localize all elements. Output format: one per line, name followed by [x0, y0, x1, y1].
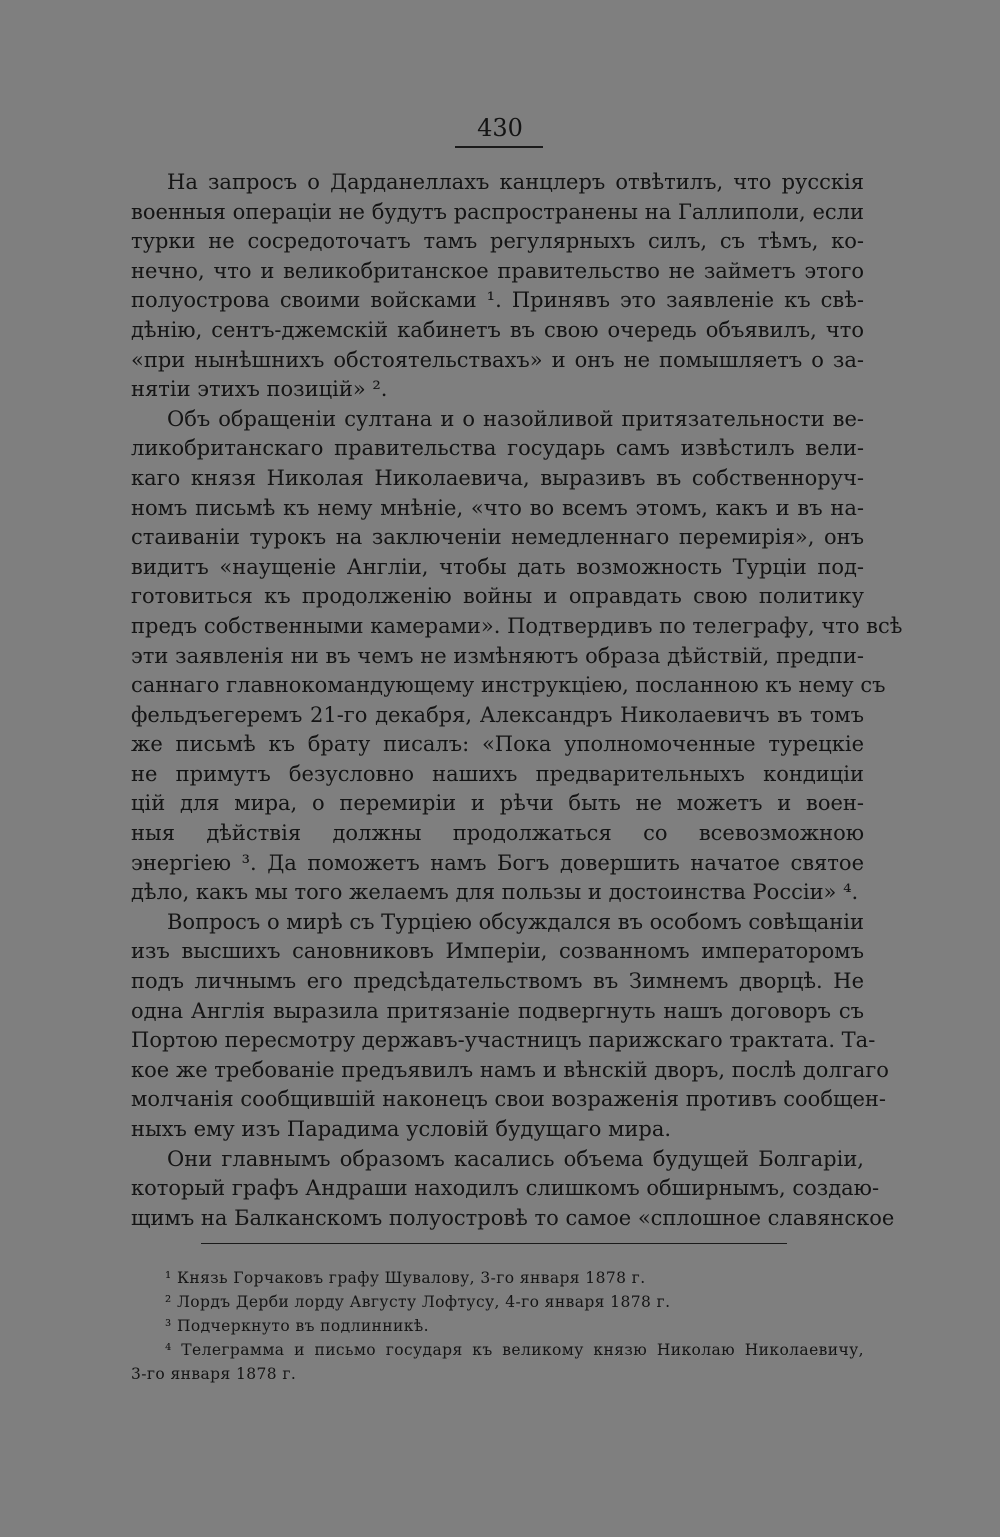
text-line: ныхъ ему изъ Парадима условій будущаго мира. — [131, 1117, 672, 1141]
footnote-line: ³ Подчеркнуто въ подлинникѣ. — [165, 1317, 429, 1335]
footnote-line: ¹ Князь Горчаковъ графу Шувалову, 3-го января 1878 г. — [165, 1269, 646, 1287]
text-line: дѣло, какъ мы того желаемъ для пользы и достоинства Россіи» ⁴. — [131, 880, 859, 905]
text-line: изъ высшихъ сановниковъ Имперіи, созванномъ императоромъ — [131, 939, 864, 964]
text-line: саннаго главнокомандующему инструкціею, посланною къ нему съ — [131, 673, 886, 698]
text-line: молчанія сообщившій наконецъ свои возраженія противъ сообщен- — [131, 1087, 887, 1112]
text-line: номъ письмѣ къ нему мнѣніе, «что во всемъ этомъ, какъ и въ на- — [131, 495, 864, 520]
text-line: готовиться къ продолженію войны и оправдать свою политику — [131, 584, 864, 609]
text-line: энергіею ³. Да поможетъ намъ Богъ довершить начатое святое — [131, 850, 864, 875]
footnote-separator — [201, 1243, 787, 1244]
body-text — [131, 168, 903, 1233]
text-line: дѣнію, сентъ-джемскій кабинетъ въ свою очередь объявилъ, что — [131, 317, 864, 342]
text-line: цій для мира, о перемиріи и рѣчи быть не можетъ и воен- — [131, 791, 864, 816]
footnote-line: ⁴ Телеграмма и письмо государя къ великому князю Николаю Николаевичу, — [165, 1341, 864, 1359]
page-number: 430 — [477, 114, 523, 142]
text-line: подъ личнымъ его предсѣдательствомъ въ Зимнемъ дворцѣ. Не — [131, 969, 864, 994]
text-line: нечно, что и великобританское правительство не займетъ этого — [131, 258, 864, 283]
footnotes — [131, 1266, 864, 1386]
text-line: стаиваніи турокъ на заключеніи немедленнаго перемирія», онъ — [131, 525, 864, 550]
text-line: видитъ «наущеніе Англіи, чтобы дать возможность Турціи под- — [131, 554, 864, 579]
text-line: же письмѣ къ брату писалъ: «Пока уполномоченные турецкіе — [131, 732, 864, 757]
text-line: Портою пересмотру державъ-участницъ парижскаго трактата. Та- — [131, 1028, 876, 1053]
text-line: щимъ на Балканскомъ полуостровѣ то самое «сплошное славянское — [131, 1205, 895, 1230]
text-line: Они главнымъ образомъ касались объема будущей Болгаріи, — [167, 1146, 864, 1171]
footnote-line: 3-го января 1878 г. — [131, 1365, 297, 1383]
text-line: полуострова своими войсками ¹. Принявъ это заявленіе къ свѣ- — [131, 288, 864, 313]
page-number-underline — [455, 146, 543, 148]
text-line: кое же требованіе предъявилъ намъ и вѣнскій дворъ, послѣ долгаго — [131, 1057, 889, 1082]
text-line: ныя дѣйствія должны продолжаться со всевозможною — [131, 821, 864, 846]
text-line: военныя операціи не будутъ распространены на Галлиполи, если — [131, 199, 864, 224]
text-line: который графъ Андраши находилъ слишкомъ обширнымъ, создаю- — [131, 1176, 880, 1201]
footnote-line: ² Лордъ Дерби лорду Августу Лофтусу, 4-го января 1878 г. — [165, 1293, 671, 1311]
text-line: каго князя Николая Николаевича, выразивъ въ собственноруч- — [131, 465, 864, 490]
text-line: «при нынѣшнихъ обстоятельствахъ» и онъ не помышляетъ о за- — [131, 347, 864, 372]
text-line: Вопросъ о мирѣ съ Турціею обсуждался въ особомъ совѣщаніи — [167, 909, 864, 934]
text-line: не примутъ безусловно нашихъ предварительныхъ кондиціи — [131, 761, 864, 786]
text-line: ликобританскаго правительства государь самъ извѣстилъ вели- — [131, 436, 864, 461]
text-line: Объ обращеніи султана и о назойливой притязательности ве- — [167, 406, 864, 431]
text-line: одна Англія выразила притязаніе подвергнуть нашъ договоръ съ — [131, 998, 864, 1023]
text-line: предъ собственными камерами». Подтвердивъ по телеграфу, что всѣ — [131, 613, 903, 638]
text-line: турки не сосредоточатъ тамъ регулярныхъ силъ, съ тѣмъ, ко- — [131, 229, 864, 254]
text-line: нятіи этихъ позицій» ². — [131, 377, 388, 402]
text-line: фельдъегеремъ 21-го декабря, Александръ Николаевичъ въ томъ — [131, 702, 864, 727]
text-line: На запросъ о Дарданеллахъ канцлеръ отвѣтилъ, что русскія — [167, 170, 864, 194]
text-line: эти заявленія ни въ чемъ не измѣняютъ образа дѣйствій, предпи- — [131, 643, 864, 668]
